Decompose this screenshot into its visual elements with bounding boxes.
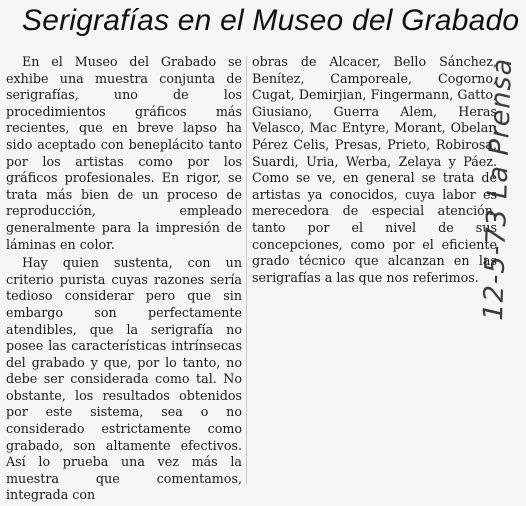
column-divider (246, 56, 247, 484)
article-paragraph: Hay quien sustenta, con un criterio purista cuyas razones sería tedioso considerar pero que sin embargo son perfectamente atendibles, que la serigrafía no posee las características intrínsecas del grabado y que, por lo tanto, no debe ser considerada como tal. No obstante, los resultados obtenidos por este sistema, sea o no considerado estrictamente como grabado, son altamente efectivos. Así lo prueba una vez más la muestra que comentamos, integrada con (6, 255, 242, 503)
article-paragraph: En el Museo del Grabado se exhibe una muestra conjunta de serigrafías, uno de los procedimientos gráficos más recientes, que en breve lapso ha sido aceptado con beneplácito tanto por los artistas como por los gráficos profesionales. En rigor, se trata más bien de un proceso de reproducción, empleado generalmente para la impresión de láminas en color. (6, 54, 242, 252)
article-paragraph: obras de Alcacer, Bello Sánchez, Benítez, Camporeale, Cogorno, Cugat, Demirjian, Fingermann, Gatto, Giusiano, Guerra Alem, Heras Velasco, Mac Entyre, Morant, Obelar, Pérez Celis, Presas, Prieto, Robirosa, Suardi, Uria, Werba, Zelaya y Páez. Como se ve, en general se trata de artistas ya conocidos, cuya labor es merecedora de especial atención, tanto por el nivel de sus concepciones, como por el eficiente grado técnico que alcanzan en las serigrafías a las que nos referimos. (252, 54, 497, 285)
article-headline: Serigrafías en el Museo del Grabado (22, 4, 520, 37)
article-left-column (6, 54, 242, 506)
article-right-column (252, 54, 497, 288)
handwritten-date-note: 12-5-73 La Prensa (478, 57, 519, 322)
